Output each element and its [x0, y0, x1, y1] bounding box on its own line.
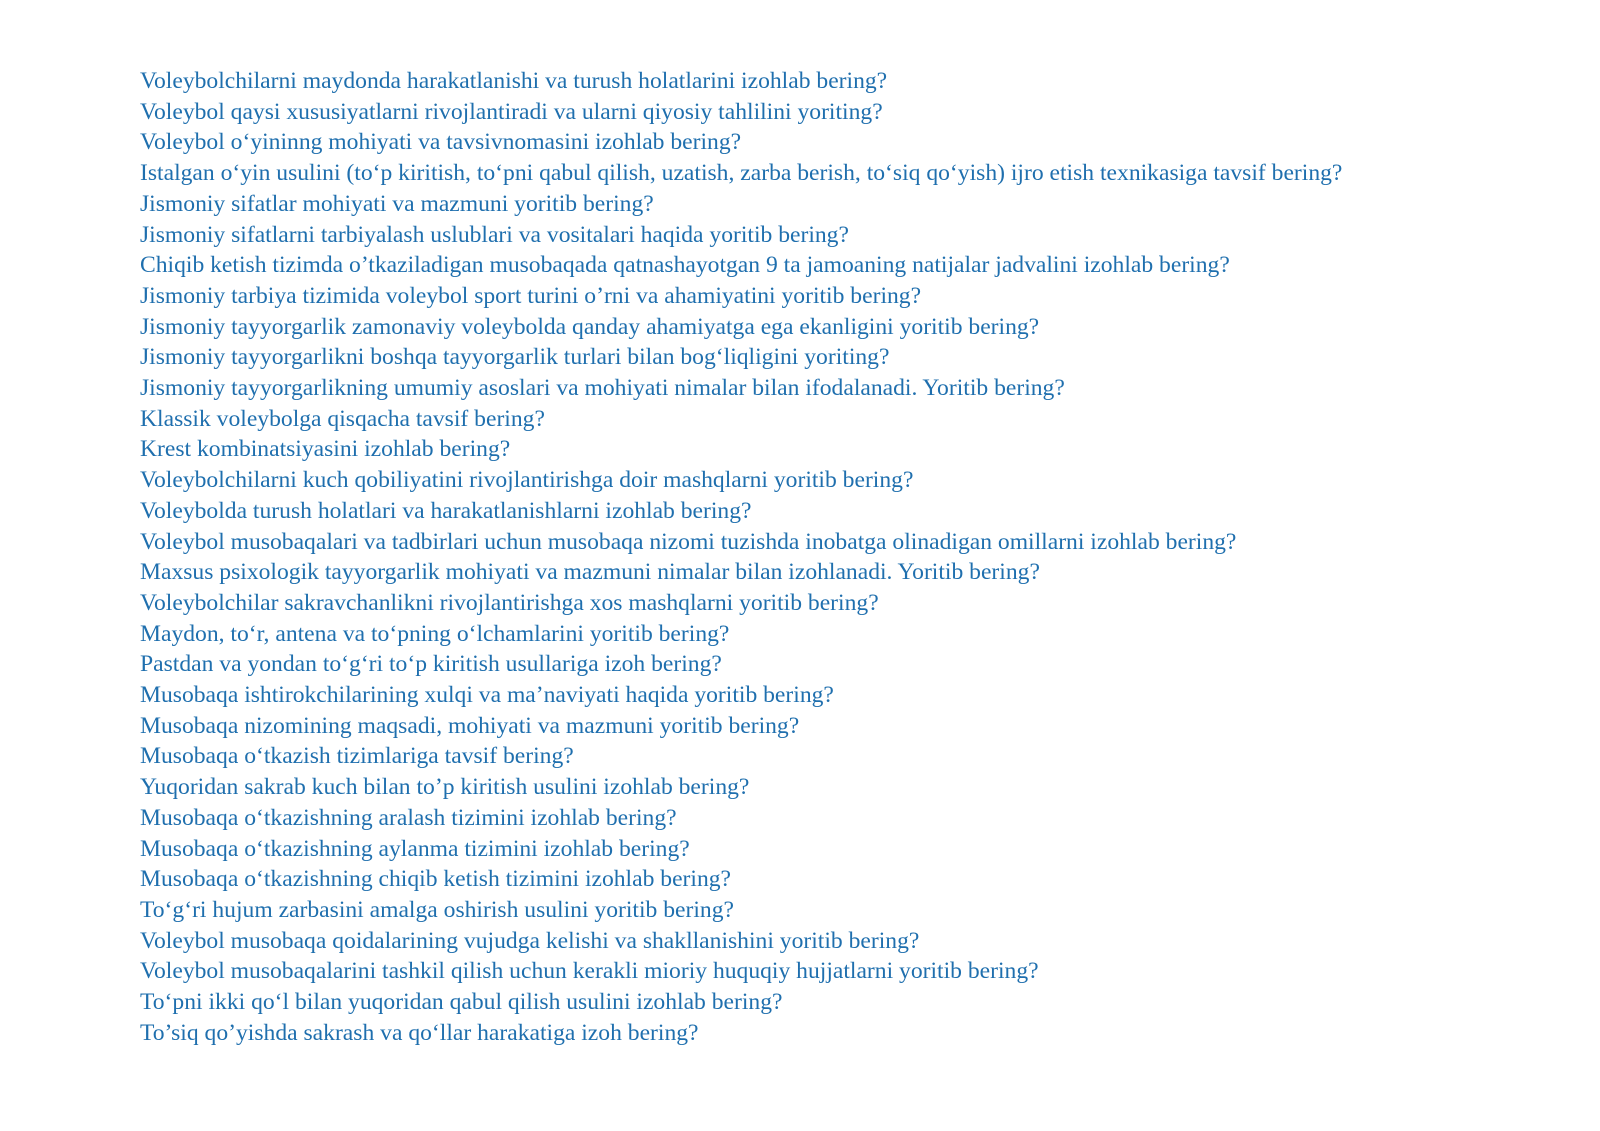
- question-item: Voleybol o‘yininng mohiyati va tavsivnomasini izohlab bering?: [140, 129, 742, 156]
- question-item: To’siq qo’yishda sakrash va qo‘llar harakatiga izoh bering?: [140, 1019, 699, 1046]
- question-item: Voleybol qaysi xususiyatlarni rivojlantiradi va ularni qiyosiy tahlilini yoriting?: [140, 98, 883, 125]
- question-item: Voleybolda turush holatlari va harakatlanishlarni izohlab bering?: [140, 497, 752, 524]
- question-item: Jismoniy tayyorgarlikning umumiy asoslari va mohiyati nimalar bilan ifodalanadi. Yoritib bering?: [140, 375, 1065, 402]
- question-item: Klassik voleybolga qisqacha tavsif bering?: [140, 405, 545, 432]
- question-item: Maxsus psixologik tayyorgarlik mohiyati va mazmuni nimalar bilan izohlanadi. Yoritib bering?: [140, 559, 1040, 586]
- question-item: Voleybolchilarni kuch qobiliyatini rivojlantirishga doir mashqlarni yoritib bering?: [140, 467, 914, 494]
- question-item: Chiqib ketish tizimda o’tkaziladigan musobaqada qatnashayotgan 9 ta jamoaning natijalar jadvalini izohlab bering?: [140, 252, 1230, 279]
- question-item: Pastdan va yondan to‘g‘ri to‘p kiritish usullariga izoh bering?: [140, 651, 722, 678]
- question-item: Maydon, to‘r, antena va to‘pning o‘lchamlarini yoritib bering?: [140, 620, 730, 647]
- question-item: Jismoniy tayyorgarlik zamonaviy voleybolda qanday ahamiyatga ega ekanligini yoritib bering?: [140, 313, 1040, 340]
- question-item: Voleybol musobaqalari va tadbirlari uchun musobaqa nizomi tuzishda inobatga olinadigan omillarni izohlab bering?: [140, 528, 1237, 555]
- question-item: Musobaqa nizomining maqsadi, mohiyati va mazmuni yoritib bering?: [140, 712, 800, 739]
- question-item: Yuqoridan sakrab kuch bilan to’p kiritish usulini izohlab bering?: [140, 774, 750, 801]
- question-item: Voleybol musobaqalarini tashkil qilish uchun kerakli mioriy huquqiy hujjatlarni yoritib bering?: [140, 958, 1039, 985]
- question-item: Musobaqa o‘tkazish tizimlariga tavsif bering?: [140, 743, 574, 770]
- question-item: Musobaqa o‘tkazishning chiqib ketish tizimini izohlab bering?: [140, 866, 732, 893]
- question-item: Krest kombinatsiyasini izohlab bering?: [140, 436, 511, 463]
- question-item: Jismoniy sifatlarni tarbiyalash uslublari va vositalari haqida yoritib bering?: [140, 221, 849, 248]
- question-list: [140, 66, 1580, 1049]
- question-item: Istalgan o‘yin usulini (to‘p kiritish, to‘pni qabul qilish, uzatish, zarba berish, to‘siq qo‘yish) ijro etish texnikasiga tavsif bering?: [140, 160, 1343, 187]
- question-item: To‘g‘ri hujum zarbasini amalga oshirish usulini yoritib bering?: [140, 896, 734, 923]
- question-item: Voleybolchilarni maydonda harakatlanishi va turush holatlarini izohlab bering?: [140, 68, 888, 94]
- question-item: Jismoniy tayyorgarlikni boshqa tayyorgarlik turlari bilan bog‘liqligini yoriting?: [140, 344, 890, 371]
- question-item: To‘pni ikki qo‘l bilan yuqoridan qabul qilish usulini izohlab bering?: [140, 989, 783, 1016]
- question-item: Voleybolchilar sakravchanlikni rivojlantirishga xos mashqlarni yoritib bering?: [140, 589, 879, 616]
- question-item: Voleybol musobaqa qoidalarining vujudga kelishi va shakllanishini yoritib bering?: [140, 927, 920, 954]
- question-item: Jismoniy sifatlar mohiyati va mazmuni yoritib bering?: [140, 190, 654, 217]
- question-item: Musobaqa o‘tkazishning aralash tizimini izohlab bering?: [140, 804, 677, 831]
- question-item: Musobaqa o‘tkazishning aylanma tizimini izohlab bering?: [140, 835, 690, 862]
- question-item: Jismoniy tarbiya tizimida voleybol sport turini o’rni va ahamiyatini yoritib bering?: [140, 282, 922, 309]
- question-item: Musobaqa ishtirokchilarining xulqi va ma’naviyati haqida yoritib bering?: [140, 682, 834, 709]
